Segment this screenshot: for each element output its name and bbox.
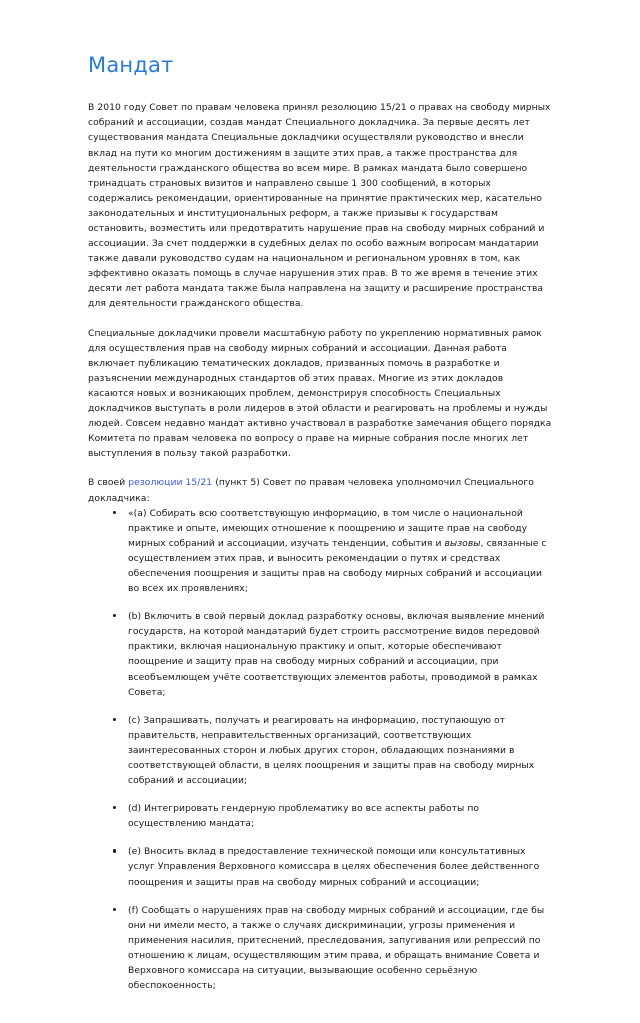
list-item: [88, 844, 552, 889]
list-item: [88, 801, 552, 831]
resolution-link[interactable]: резолюции 15/21: [128, 477, 213, 489]
mandate-tasks-list: [88, 506, 552, 994]
list-item: [88, 713, 552, 788]
list-item-text-part-1: «(a) Собирать всю соответствующую информацию, в том числе о национальной практике и опыте, имеющих отношение к поощрению и защите прав на свободу мирных собраний и ассоциации, изучать тенденции, события и: [128, 507, 528, 549]
list-item-text: (c) Запрашивать, получать и реагировать на информацию, поступающую от правительств, неправительственных организаций, соответствующих заинтересованных сторон и любых других сторон, обладающих познаниями в соответствующей области, в целях поощрения и защиты прав на свободу мирных собраний и ассоциации;: [128, 714, 535, 787]
list-item-text-part-2: , связанные с осуществлением этих прав, и выносить рекомендации о путях и средствах обеспечения поощрения и защиты прав на свободу мирных собраний и ассоциации во всех их проявлениях;: [128, 537, 547, 595]
bullet-icon: [113, 849, 116, 852]
bullet-icon: [113, 908, 116, 911]
page-title: Мандат: [88, 53, 174, 77]
lead-in-before-link: В своей: [88, 477, 129, 489]
list-item: [88, 903, 552, 994]
paragraph-thematic-work: Специальные докладчики провели масштабную работу по укреплению нормативных рамок для осуществления прав на свободу мирных собраний и ассоциации. Данная работа включает публикацию тематических докладов, призванных помочь в разработке и разъяснении международных стандартов об этих правах. Многие из этих докладов касаются новых и возникающих проблем, демонстрируя способность Специальных докладчиков выступать в роли лидеров в этой области и реагировать на проблемы и нужды людей. Совсем недавно мандат активно участвовал в разработке замечания общего порядка Комитета по правам человека по вопросу о праве на мирные собрания после многих лет выступления в пользу такой разработки.: [88, 327, 552, 460]
list-item-text: [128, 506, 552, 597]
bullet-icon: [113, 718, 116, 721]
list-item: [88, 609, 552, 700]
list-item-text: (d) Интегрировать гендерную проблематику во все аспекты работы по осуществлению мандата;: [128, 803, 480, 830]
bullet-icon: [113, 614, 116, 617]
list-item-text: (f) Сообщать о нарушениях прав на свободу мирных собраний и ассоциации, где бы они ни имели место, а также о случаях дискриминации, угрозы применения и применения насилия, притеснений, преследования, запугивания или репрессий по отношению к лицам, осуществляющим этим права, и обращать внимание Совета и Верховного комиссара на ситуации, вызывающие особенно серьёзную обеспокоенность;: [128, 904, 545, 992]
list-item-text: (e) Вносить вклад в предоставление технической помощи или консультативных услуг Управления Верховного комиссара в целях обеспечения более действенного поощрения и защиты прав на свободу мирных собраний и ассоциации;: [128, 846, 540, 888]
list-item: [88, 506, 552, 597]
paragraph-resolution-lead-in: [88, 475, 552, 505]
paragraph-intro: В 2010 году Совет по правам человека принял резолюцию 15/21 о правах на свободу мирных собраний и ассоциации, создав мандат Специального докладчика. За первые десять лет существования мандата Специальные докладчики осуществляли руководство и внесли вклад на пути ко многим достижениям в защите этих прав, а также пространства для деятельности гражданского общества во всем мире. В рамках мандата было совершено тринадцать страновых визитов и направлено свыше 1 300 сообщений, в которых содержались рекомендации, ориентированные на принятие практических мер, касательно законодательных и институциональных реформ, а также призывы к государствам остановить, возместить или предотвратить нарушение прав на свободу мирных собраний и ассоциации. За счет поддержки в судебных делах по особо важным вопросам мандатарии также давали руководство судам на национальном и региональном уровнях в том, как эффективно оказать помощь в случае нарушения этих прав. В то же время в течение этих десяти лет работа мандата также была направлена на защиту и расширение пространства для деятельности гражданского общества.: [88, 102, 551, 310]
lead-in-after-link: (пункт 5) Совет по правам человека уполномочил Специального докладчика:: [88, 477, 534, 504]
list-item-emphasis: вызовы: [444, 537, 481, 549]
list-item-text: (b) Включить в свой первый доклад разработку основы, включая выявление мнений государств, на которой мандатарий будет строить рассмотрение видов передовой практики, включая национальную практику и опыт, которые обеспечивают поощрение и защиту прав на свободу мирных собраний и ассоциации, при всеобъемлющем учёте соответствующих элементов работы, проводимой в рамках Совета;: [128, 611, 545, 698]
bullet-icon: [113, 806, 116, 809]
bullet-icon: [113, 511, 116, 514]
